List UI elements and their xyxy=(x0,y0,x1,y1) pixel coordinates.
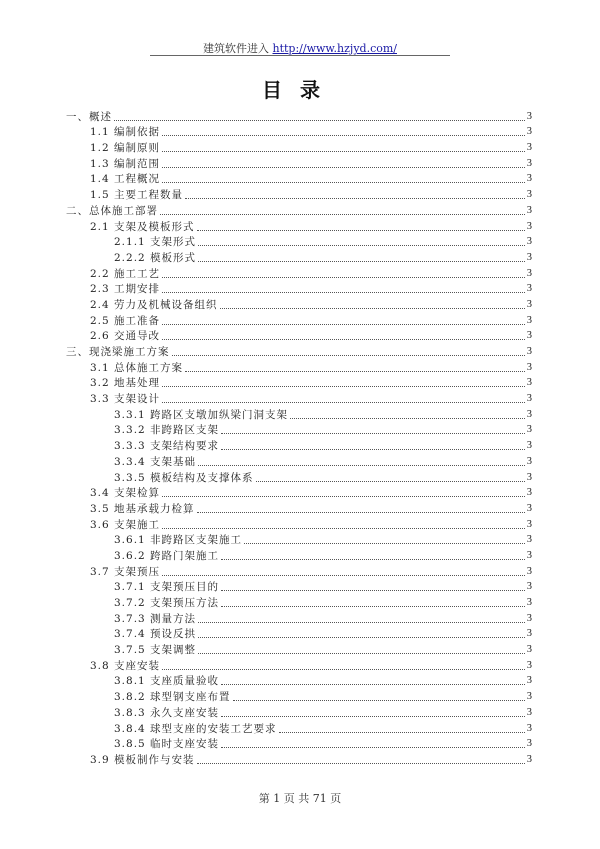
toc-entry[interactable] xyxy=(66,641,532,657)
toc-entry[interactable] xyxy=(66,296,532,312)
toc-entry-title: 3.6 支架施工 xyxy=(90,518,161,531)
toc-dot-leader xyxy=(160,214,525,215)
toc-entry-title: 2.1.1 支架形式 xyxy=(114,236,197,249)
toc-entry[interactable] xyxy=(66,547,532,563)
toc-entry[interactable] xyxy=(66,406,532,422)
toc-entry-title: 3.3.1 跨路区支墩加纵梁门洞支架 xyxy=(114,408,289,421)
toc-entry[interactable] xyxy=(66,139,532,155)
toc-dot-leader xyxy=(198,622,525,623)
header-prefix: 建筑软件进入 xyxy=(203,42,269,55)
toc-entry-title: 2.5 施工准备 xyxy=(90,314,161,327)
toc-entry-title: 1.5 主要工程数量 xyxy=(90,189,184,202)
toc-dot-leader xyxy=(162,575,525,576)
page-header xyxy=(0,40,600,56)
toc-entry-title: 3.8.4 球型支座的安装工艺要求 xyxy=(114,722,277,735)
toc-entry-title: 3.3.3 支架结构要求 xyxy=(114,440,220,453)
toc-entry-page: 3 xyxy=(526,283,532,295)
toc-entry[interactable] xyxy=(66,328,532,344)
toc-entry-title: 3.3.4 支架基础 xyxy=(114,455,197,468)
toc-entry-title: 1.1 编制依据 xyxy=(90,126,161,139)
toc-entry-page: 3 xyxy=(526,173,532,185)
toc-entry-page: 3 xyxy=(526,706,532,718)
toc-entry-title: 3.8.5 临时支座安装 xyxy=(114,738,220,751)
toc-entry[interactable] xyxy=(66,343,532,359)
toc-entry[interactable] xyxy=(66,704,532,720)
toc-entry[interactable] xyxy=(66,186,532,202)
toc-dot-leader xyxy=(221,747,525,748)
toc-entry-page: 3 xyxy=(526,628,532,640)
toc-entry-title: 3.1 总体施工方案 xyxy=(90,361,184,374)
toc-entry-page: 3 xyxy=(526,393,532,405)
toc-entry-title: 3.8.1 支座质量验收 xyxy=(114,675,220,688)
toc-entry[interactable] xyxy=(66,155,532,171)
toc-entry-page: 3 xyxy=(526,204,532,216)
toc-dot-leader xyxy=(221,559,525,560)
toc-dot-leader xyxy=(197,763,525,764)
toc-dot-leader xyxy=(172,355,525,356)
toc-entry-title: 3.7.1 支架预压目的 xyxy=(114,581,220,594)
toc-entry-title: 2.2 施工工艺 xyxy=(90,267,161,280)
toc-entry[interactable] xyxy=(66,422,532,438)
toc-entry-title: 3.7.3 测量方法 xyxy=(114,612,197,625)
toc-entry[interactable] xyxy=(66,124,532,140)
toc-entry-page: 3 xyxy=(526,236,532,248)
toc-entry-page: 3 xyxy=(526,471,532,483)
toc-dot-leader xyxy=(197,230,525,231)
toc-dot-leader xyxy=(162,135,525,136)
toc-entry-page: 3 xyxy=(526,597,532,608)
toc-entry-page: 3 xyxy=(526,518,532,530)
toc-dot-leader xyxy=(221,433,525,434)
toc-dot-leader xyxy=(162,669,525,670)
toc-entry-page: 3 xyxy=(526,110,532,122)
toc-entry[interactable] xyxy=(66,485,532,501)
toc-dot-leader xyxy=(162,324,525,325)
toc-entry[interactable] xyxy=(66,579,532,595)
toc-entry-page: 3 xyxy=(526,424,532,436)
toc-dot-leader xyxy=(221,606,525,607)
toc-dot-leader xyxy=(198,637,525,638)
toc-dot-leader xyxy=(198,653,525,654)
toc-entry[interactable] xyxy=(66,375,532,391)
toc-entry-title: 1.4 工程概况 xyxy=(90,173,161,186)
toc-dot-leader xyxy=(221,684,525,685)
toc-entry-page: 3 xyxy=(526,659,532,671)
toc-dot-leader xyxy=(221,716,525,717)
toc-entry-page: 3 xyxy=(526,581,532,593)
toc-entry[interactable] xyxy=(66,673,532,689)
toc-entry-title: 3.3.5 模板结构及支撑体系 xyxy=(114,471,254,484)
table-of-contents xyxy=(66,108,532,767)
toc-entry-page: 3 xyxy=(526,612,532,624)
toc-entry-page: 3 xyxy=(526,440,532,452)
toc-entry-page: 3 xyxy=(526,126,532,138)
toc-dot-leader xyxy=(162,386,525,387)
toc-dot-leader xyxy=(198,261,525,262)
toc-entry-page: 3 xyxy=(526,346,532,357)
toc-dot-leader xyxy=(279,732,525,733)
toc-entry[interactable] xyxy=(66,234,532,250)
toc-dot-leader xyxy=(162,292,525,293)
toc-entry-page: 3 xyxy=(526,330,532,342)
toc-dot-leader xyxy=(162,496,525,497)
header-rule xyxy=(150,55,450,56)
toc-entry[interactable] xyxy=(66,720,532,736)
toc-entry[interactable] xyxy=(66,390,532,406)
toc-entry-page: 3 xyxy=(526,722,532,734)
toc-entry[interactable] xyxy=(66,359,532,375)
toc-dot-leader xyxy=(221,590,525,591)
toc-entry-title: 3.6.2 跨路门架施工 xyxy=(114,549,220,562)
toc-entry-title: 3.8.3 永久支座安装 xyxy=(114,706,220,719)
toc-dot-leader xyxy=(198,465,525,466)
toc-entry-title: 3.8.2 球型钢支座布置 xyxy=(114,691,231,704)
toc-entry-title: 3.8 支座安装 xyxy=(90,659,161,672)
toc-entry-title: 三、现浇梁施工方案 xyxy=(66,346,170,358)
toc-entry-title: 3.7.4 预设反拱 xyxy=(114,628,197,641)
toc-entry[interactable] xyxy=(66,171,532,187)
toc-entry-title: 3.7 支架预压 xyxy=(90,565,161,578)
toc-dot-leader xyxy=(220,308,525,309)
toc-dot-leader xyxy=(233,700,525,701)
toc-entry[interactable] xyxy=(66,281,532,297)
toc-dot-leader xyxy=(114,120,525,121)
toc-entry[interactable] xyxy=(66,657,532,673)
toc-entry-page: 3 xyxy=(526,314,532,326)
toc-entry[interactable] xyxy=(66,469,532,485)
toc-entry-page: 3 xyxy=(526,361,532,373)
toc-entry[interactable] xyxy=(66,751,532,767)
toc-entry-page: 3 xyxy=(526,691,532,703)
toc-entry-title: 2.4 劳力及机械设备组织 xyxy=(90,298,218,311)
toc-entry-title: 3.3 支架设计 xyxy=(90,393,161,406)
toc-entry[interactable] xyxy=(66,626,532,642)
toc-entry-title: 3.6.1 非跨路区支架施工 xyxy=(114,534,243,547)
toc-entry-title: 3.7.2 支架预压方法 xyxy=(114,597,220,609)
toc-entry-page: 3 xyxy=(526,408,532,420)
toc-entry-page: 3 xyxy=(526,220,532,232)
toc-entry[interactable] xyxy=(66,437,532,453)
toc-entry[interactable] xyxy=(66,312,532,328)
toc-entry-title: 2.2.2 模板形式 xyxy=(114,251,197,264)
toc-entry[interactable] xyxy=(66,202,532,218)
toc-entry[interactable] xyxy=(66,688,532,704)
toc-entry-title: 3.9 模板制作与安装 xyxy=(90,753,195,766)
toc-entry-title: 3.2 地基处理 xyxy=(90,377,161,390)
toc-dot-leader xyxy=(162,528,525,529)
toc-entry-title: 2.6 交通导改 xyxy=(90,330,161,343)
toc-dot-leader xyxy=(162,151,525,152)
toc-entry-title: 3.4 支架检算 xyxy=(90,487,161,500)
toc-entry-page: 3 xyxy=(526,157,532,169)
toc-entry-page: 3 xyxy=(526,502,532,514)
page-footer: 第 1 页 共 71 页 xyxy=(258,792,342,805)
toc-entry-page: 3 xyxy=(526,534,532,546)
page-title: 目录 xyxy=(262,78,338,102)
toc-entry-title: 二、总体施工部署 xyxy=(66,204,158,217)
toc-entry[interactable] xyxy=(66,563,532,579)
toc-entry-page: 3 xyxy=(526,675,532,687)
toc-entry-page: 3 xyxy=(526,189,532,201)
toc-dot-leader xyxy=(162,182,525,183)
toc-entry-title: 1.3 编制范围 xyxy=(90,157,161,170)
toc-dot-leader xyxy=(290,418,525,419)
toc-entry-title: 3.5 地基承载力检算 xyxy=(90,502,195,515)
toc-dot-leader xyxy=(162,402,525,403)
toc-entry-title: 2.1 支架及模板形式 xyxy=(90,220,195,233)
toc-entry-page: 3 xyxy=(526,267,532,279)
toc-entry-title: 3.7.5 支架调整 xyxy=(114,644,197,657)
toc-dot-leader xyxy=(244,543,525,544)
toc-entry-title: 2.3 工期安排 xyxy=(90,283,161,296)
toc-entry-page: 3 xyxy=(526,565,532,577)
toc-entry-page: 3 xyxy=(526,487,532,499)
toc-entry-title: 3.3.2 非跨路区支架 xyxy=(114,424,220,437)
toc-entry-page: 3 xyxy=(526,455,532,467)
toc-entry-page: 3 xyxy=(526,142,532,154)
toc-dot-leader xyxy=(185,371,525,372)
toc-dot-leader xyxy=(185,198,525,199)
toc-entry-title: 1.2 编制原则 xyxy=(90,142,161,155)
toc-entry[interactable] xyxy=(66,249,532,265)
toc-dot-leader xyxy=(162,339,525,340)
toc-dot-leader xyxy=(221,449,525,450)
toc-entry[interactable] xyxy=(66,532,532,548)
toc-entry[interactable] xyxy=(66,610,532,626)
toc-entry-title: 一、概述 xyxy=(66,110,112,123)
toc-entry-page: 3 xyxy=(526,298,532,310)
toc-entry-page: 3 xyxy=(526,738,532,750)
toc-entry[interactable] xyxy=(66,108,532,124)
toc-entry[interactable] xyxy=(66,594,532,610)
toc-entry-page: 3 xyxy=(526,251,532,263)
toc-dot-leader xyxy=(256,481,525,482)
toc-entry[interactable] xyxy=(66,516,532,532)
toc-entry[interactable] xyxy=(66,736,532,752)
toc-entry-page: 3 xyxy=(526,644,532,656)
toc-dot-leader xyxy=(162,167,525,168)
toc-dot-leader xyxy=(197,512,525,513)
toc-dot-leader xyxy=(198,245,525,246)
toc-entry-page: 3 xyxy=(526,753,532,765)
toc-entry[interactable] xyxy=(66,218,532,234)
toc-entry-page: 3 xyxy=(526,549,532,561)
toc-dot-leader xyxy=(162,277,525,278)
toc-entry[interactable] xyxy=(66,500,532,516)
toc-entry[interactable] xyxy=(66,265,532,281)
toc-entry[interactable] xyxy=(66,453,532,469)
toc-entry-page: 3 xyxy=(526,377,532,389)
header-link[interactable]: http://www.hzjyd.com/ xyxy=(272,42,397,55)
